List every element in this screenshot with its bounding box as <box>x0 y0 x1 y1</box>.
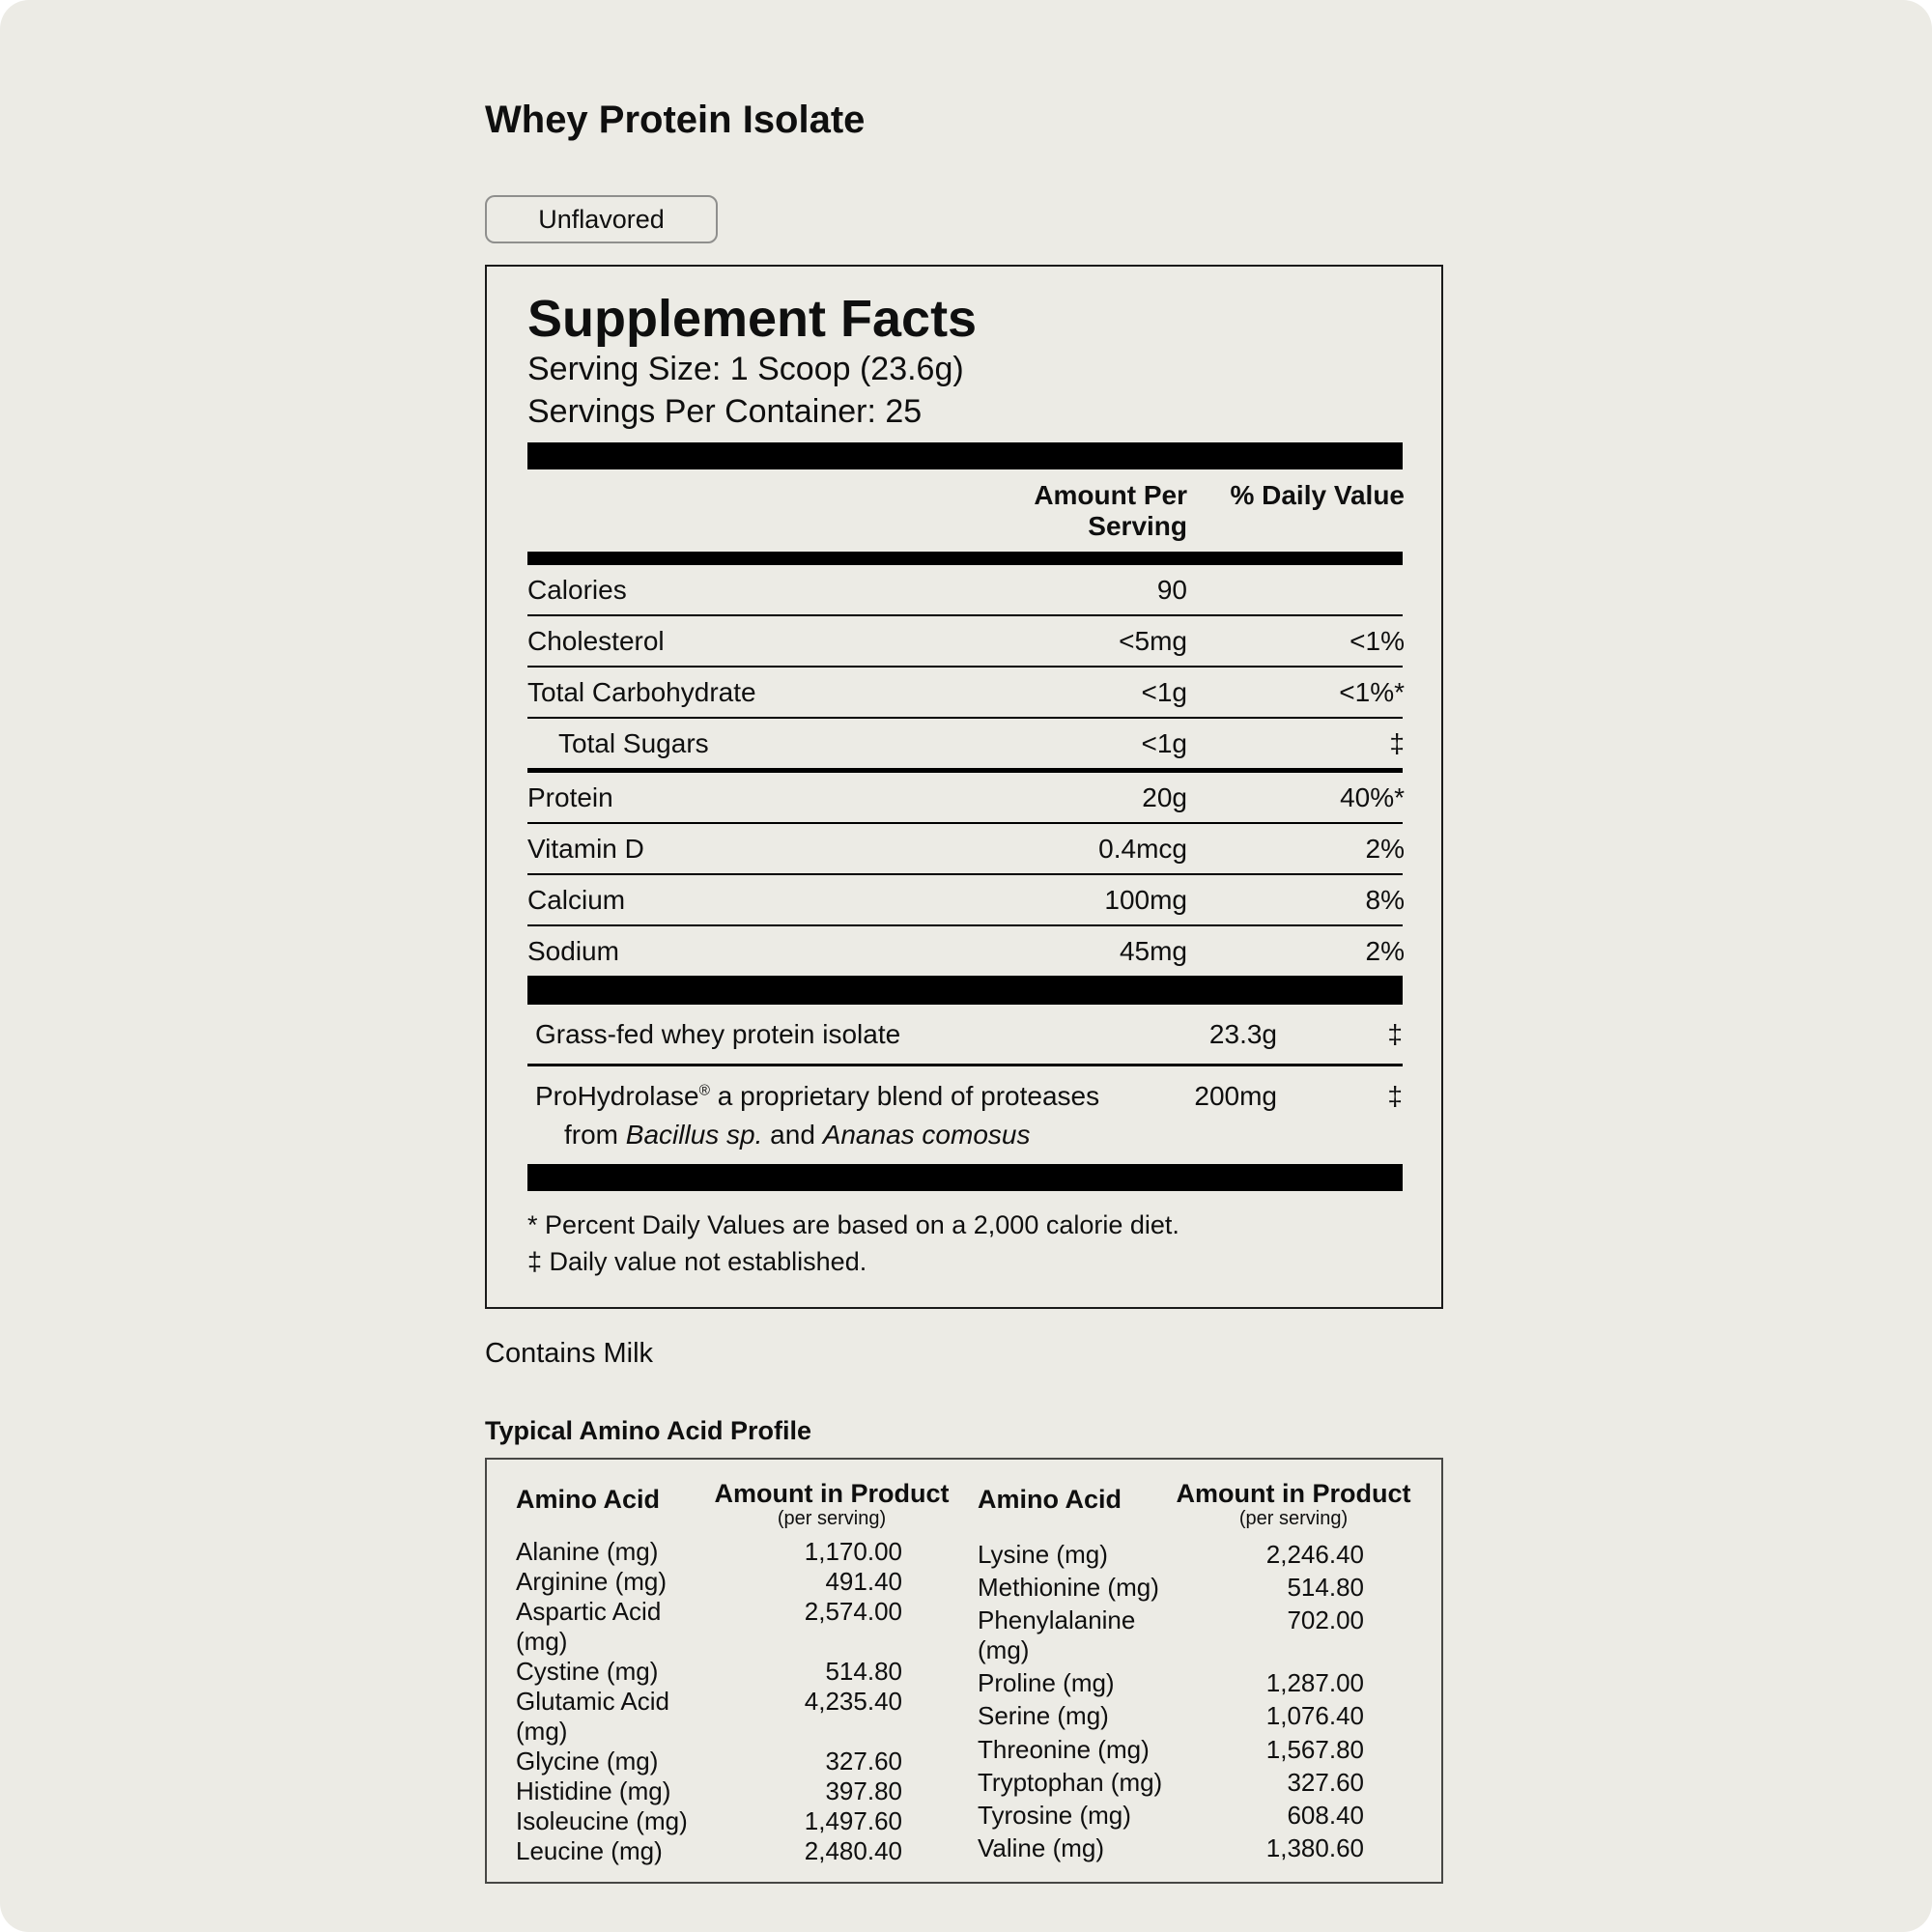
nutrition-header-row <box>527 469 1403 552</box>
nutrient-amount: 45mg <box>1119 936 1187 966</box>
serving-size: Serving Size: 1 Scoop (23.6g) <box>527 351 964 387</box>
amino-profile-title: Typical Amino Acid Profile <box>485 1416 812 1445</box>
amino-value: 4,235.40 <box>804 1687 902 1716</box>
amino-value: 1,287.00 <box>1265 1668 1364 1698</box>
flavor-chip-label: Unflavored <box>538 204 665 234</box>
header-amount-per-serving: Amount Per Serving <box>1034 480 1187 541</box>
amino-value: 2,246.40 <box>1265 1540 1364 1570</box>
ingredient-dv: ‡ <box>1387 1081 1403 1111</box>
amino-name: Histidine (mg) <box>516 1776 671 1805</box>
nutrient-row-calcium <box>527 875 1403 926</box>
amino-name: Methionine (mg) <box>978 1573 1159 1603</box>
divider-bar-header <box>527 552 1403 565</box>
ingredient-name-line2: from Bacillus sp. and Ananas comosus <box>564 1120 1031 1150</box>
nutrient-dv: 40%* <box>1340 782 1405 812</box>
nutrient-name: Calories <box>527 575 627 605</box>
nutrient-name: Vitamin D <box>527 834 644 864</box>
amino-value: 327.60 <box>825 1747 902 1776</box>
amino-value: 327.60 <box>1287 1767 1364 1797</box>
nutrient-amount: 20g <box>1142 782 1187 812</box>
amino-name: Glycine (mg) <box>516 1747 659 1776</box>
amino-name: Lysine (mg) <box>978 1540 1108 1570</box>
amino-name: Aspartic Acid (mg) <box>516 1597 662 1656</box>
amino-name: Valine (mg) <box>978 1833 1105 1862</box>
amino-value: 1,380.60 <box>1265 1833 1364 1862</box>
amino-name: Phenylalanine (mg) <box>978 1605 1136 1665</box>
amino-value: 1,076.40 <box>1265 1701 1364 1731</box>
amino-name: Proline (mg) <box>978 1668 1115 1698</box>
amino-name: Serine (mg) <box>978 1701 1109 1731</box>
amino-name: Tyrosine (mg) <box>978 1800 1131 1830</box>
nutrient-dv: <1%* <box>1339 677 1405 707</box>
page-title: Whey Protein Isolate <box>485 99 866 141</box>
amino-name: Tryptophan (mg) <box>978 1767 1163 1797</box>
header-daily-value: % Daily Value <box>1230 480 1405 510</box>
ingredient-name: ProHydrolase® a proprietary blend of proteases from Bacillus sp. and Ananas comosus <box>535 1081 1100 1150</box>
col-header-amount: Amount in Product (per serving) <box>711 1479 952 1529</box>
ingredient-dv: ‡ <box>1387 1019 1403 1049</box>
main-column <box>485 0 1443 1884</box>
col-header-per-serving: (per serving) <box>777 1508 887 1529</box>
amino-value: 1,497.60 <box>804 1806 902 1835</box>
amino-name: Alanine (mg) <box>516 1537 659 1566</box>
nutrient-name: Sodium <box>527 936 619 966</box>
supplement-facts-panel <box>485 265 1443 1309</box>
col-header-amino-acid: Amino Acid <box>516 1485 661 1514</box>
col-header-amino-acid: Amino Acid <box>978 1485 1122 1514</box>
amino-name: Arginine (mg) <box>516 1567 668 1596</box>
amino-value: 2,574.00 <box>804 1597 902 1626</box>
nutrient-amount: 100mg <box>1104 885 1187 915</box>
nutrient-amount: 0.4mcg <box>1098 834 1187 864</box>
nutrient-name: Total Sugars <box>558 728 709 758</box>
amino-table-right <box>978 1479 1414 1866</box>
allergen-note: Contains Milk <box>485 1338 654 1369</box>
amino-name: Leucine (mg) <box>516 1836 663 1865</box>
nutrient-dv: ‡ <box>1389 728 1405 758</box>
amino-name: Cystine (mg) <box>516 1657 659 1686</box>
nutrient-name: Total Carbohydrate <box>527 677 756 707</box>
amino-name: Isoleucine (mg) <box>516 1806 688 1835</box>
footnotes <box>527 1207 1403 1280</box>
amino-value: 608.40 <box>1287 1800 1364 1830</box>
nutrient-name: Calcium <box>527 885 626 915</box>
amino-profile-table <box>485 1458 1443 1884</box>
ingredient-name: Grass-fed whey protein isolate <box>535 1019 901 1049</box>
divider-bar-top <box>527 442 1403 469</box>
nutrient-dv: 2% <box>1365 936 1405 966</box>
amino-value: 702.00 <box>1287 1605 1364 1635</box>
amino-value: 397.80 <box>825 1776 902 1805</box>
footnote-daily-values: * Percent Daily Values are based on a 2,000 calorie diet. <box>527 1210 1179 1239</box>
nutrient-amount: <5mg <box>1119 626 1187 656</box>
servings-per-container: Servings Per Container: 25 <box>527 393 923 430</box>
divider-bar-middle <box>527 978 1403 1005</box>
registered-mark: ® <box>698 1082 710 1099</box>
amino-value: 491.40 <box>825 1567 902 1596</box>
ingredient-amount: 23.3g <box>1208 1019 1277 1049</box>
nutrient-name: Protein <box>527 782 613 812</box>
nutrient-row-calories <box>527 565 1403 616</box>
nutrient-amount: <1g <box>1141 677 1187 707</box>
col-header-amount: Amount in Product (per serving) <box>1173 1479 1414 1532</box>
nutrient-amount: 90 <box>1156 575 1187 605</box>
supplement-facts-title: Supplement Facts <box>527 290 978 348</box>
nutrient-row-protein <box>527 773 1403 824</box>
nutrient-dv: 8% <box>1365 885 1405 915</box>
col-header-per-serving: (per serving) <box>1238 1508 1349 1529</box>
amino-value: 514.80 <box>825 1657 902 1686</box>
nutrient-dv: <1% <box>1350 626 1405 656</box>
nutrient-amount: <1g <box>1141 728 1187 758</box>
flavor-chip-unflavored[interactable] <box>485 195 718 243</box>
amino-table-left <box>516 1479 952 1866</box>
nutrient-row-sodium <box>527 926 1403 978</box>
nutrient-row-vitamin-d <box>527 824 1403 875</box>
nutrient-row-total-carbohydrate <box>527 668 1403 719</box>
amino-value: 2,480.40 <box>804 1836 902 1865</box>
amino-name: Glutamic Acid (mg) <box>516 1687 669 1746</box>
ingredient-amount: 200mg <box>1194 1081 1277 1111</box>
nutrient-row-total-sugars <box>527 719 1403 773</box>
amino-name: Threonine (mg) <box>978 1734 1150 1764</box>
nutrient-dv: 2% <box>1365 834 1405 864</box>
nutrient-row-cholesterol <box>527 616 1403 668</box>
amino-value: 1,170.00 <box>804 1537 902 1566</box>
ingredient-row-whey-isolate <box>527 1005 1403 1066</box>
footnote-not-established: ‡ Daily value not established. <box>527 1247 867 1276</box>
amino-value: 1,567.80 <box>1265 1734 1364 1764</box>
amino-value: 514.80 <box>1287 1573 1364 1603</box>
divider-bar-bottom <box>527 1164 1403 1191</box>
nutrient-name: Cholesterol <box>527 626 665 656</box>
ingredient-row-prohydrolase <box>527 1066 1403 1164</box>
